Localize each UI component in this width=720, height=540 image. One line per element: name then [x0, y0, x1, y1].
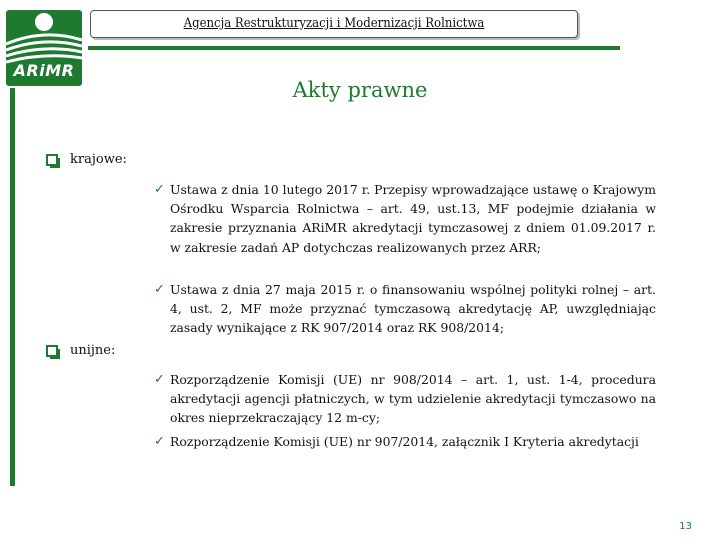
- list-item-text: Rozporządzenie Komisji (UE) nr 907/2014, załącznik I Kryteria akredytacji: [170, 434, 639, 449]
- list-item: [154, 370, 656, 428]
- square-bullet-icon: [46, 345, 58, 357]
- logo-text: ARiMR: [13, 61, 75, 80]
- list-item-text: Rozporządzenie Komisji (UE) nr 908/2014 – art. 1, ust. 1-4, procedura akredytacji agencji płatniczych, w tym udzielenie akredytacji tymczasowo na okres nieprzekraczający 12 m-cy;: [170, 372, 656, 426]
- list-item: [154, 432, 656, 451]
- top-divider: [88, 46, 620, 50]
- field-icon: [6, 10, 82, 66]
- list-item-text: Ustawa z dnia 27 maja 2015 r. o finansowaniu wspólnej polityki rolnej – art. 4, ust. 2, MF może przyznać tymczasową akredytację AP, uwzględniając zasady wynikające z RK 907/2014 oraz RK 908/2014;: [170, 282, 656, 336]
- section-krajowe: [46, 152, 127, 167]
- checkmark-icon: ✓: [154, 182, 165, 197]
- checkmark-icon: ✓: [154, 434, 165, 449]
- list-item: [154, 180, 656, 257]
- section-unijne: [46, 343, 115, 358]
- agency-name: Agencja Restrukturyzacji i Modernizacji Rolnictwa: [183, 16, 485, 31]
- checkmark-icon: ✓: [154, 372, 165, 387]
- section-label: krajowe:: [70, 152, 127, 167]
- list-item: [154, 280, 656, 338]
- section-label: unijne:: [70, 343, 116, 358]
- left-divider: [10, 88, 15, 486]
- agency-banner: [90, 10, 578, 38]
- list-item-text: Ustawa z dnia 10 lutego 2017 r. Przepisy wprowadzające ustawę o Krajowym Ośrodku Wsparcia Rolnictwa – art. 49, ust.13, MF podejmie działania w zakresie przyznania ARiMR akredytacji tymczasowej z dniem 01.09.2017 r. w zakresie zadań AP dotychczas realizowanych przez ARR;: [170, 182, 656, 255]
- square-bullet-icon: [46, 154, 58, 166]
- page-title: Akty prawne: [292, 78, 428, 102]
- checkmark-icon: ✓: [154, 282, 165, 297]
- arimr-logo: [6, 10, 82, 86]
- page-number: 13: [679, 521, 692, 532]
